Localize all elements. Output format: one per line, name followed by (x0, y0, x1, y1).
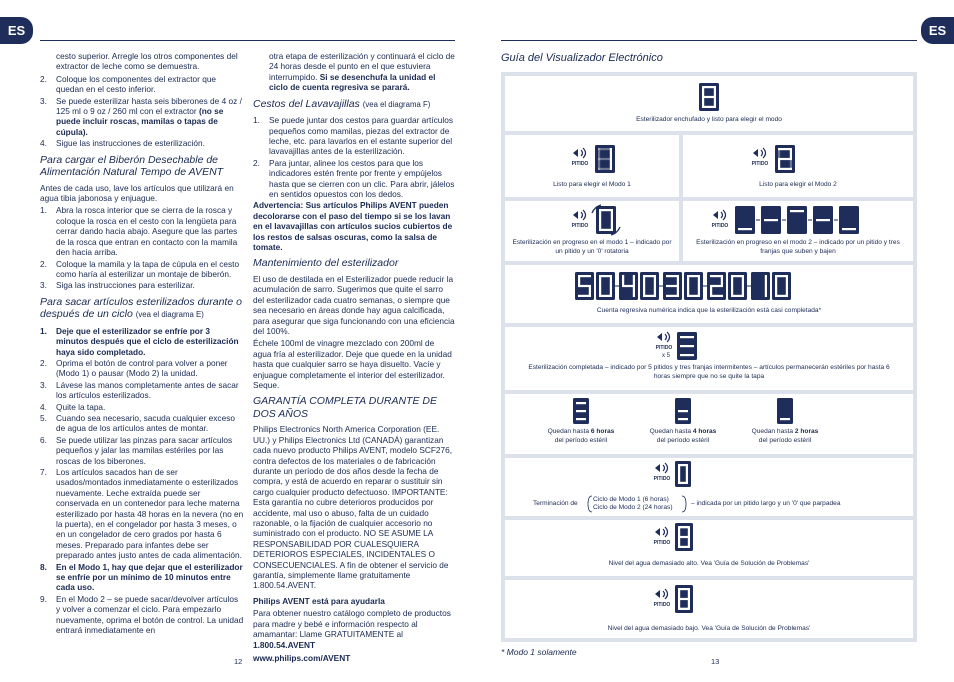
caption-ready2: Listo para elegir el Modo 2 (759, 181, 837, 188)
caption-progress2: Esterilización en progreso en el modo 2 – indicado por un pitido y tres franjas que suben y bajen (696, 239, 900, 255)
intro-list (40, 74, 244, 149)
rotating-zero-icon (591, 205, 621, 235)
beep-icon (571, 209, 589, 221)
language-badge-right: ES (921, 17, 954, 44)
beep-icon (653, 588, 671, 600)
website-link[interactable]: www.philips.com/AVENT (253, 652, 351, 663)
column-2 (253, 51, 455, 665)
caption-water-high: Nivel del agua demasiado alto. Vea 'Guía de Solución de Problemas' (608, 560, 810, 567)
end-label: Terminación de (533, 500, 578, 507)
guide-title: Guía del Visualizador Electrónico (501, 52, 663, 64)
list-item: 2. Coloque la mamila y la tapa de cúpula en el cesto como haría al esterilizar un montaje de biberón. (40, 258, 240, 279)
beep-label: PITIDO (571, 223, 589, 229)
row-progress-mode1 (505, 201, 679, 261)
page-number-right: 13 (711, 657, 720, 666)
row-countdown (505, 265, 913, 323)
caption-ready1: Listo para elegir el Modo 1 (553, 181, 631, 188)
list-item: 2. Oprima el botón de control para volver a poner (Modo 1) o pausar (Modo 2) la unidad. (40, 357, 228, 379)
caption-complete: Esterilización completada – indicado por 5 pitidos y tres franjas intermitentes – artículos permanecerán estériles por hasta 6 horas siempre que no se quite la tapa (528, 364, 890, 380)
dishwasher-warning: Advertencia: Sus artículos Philips AVENT pueden decolorarse con el paso del tiempo si se los lavan en el lavavajillas con artículos sucios cubiertos de los restos de salsas oscuras, como la salsa de tomate. (253, 200, 453, 252)
caption-2-hours: Quedan hasta 2 horas del período estéril (751, 428, 819, 444)
list-item: 4. Sigue las instrucciones de esterilización. (40, 138, 205, 149)
heading-warranty: GARANTÍA COMPLETA DURANTE DE DOS AÑOS (253, 395, 437, 420)
two-stripes-icon (675, 398, 691, 424)
display-guide-panel (501, 72, 917, 642)
beep-icon (751, 147, 769, 159)
beep-label: PITIDO (655, 345, 673, 351)
heading-maintenance: Mantenimiento del esterilizador (253, 257, 399, 270)
list-item: 5. Cuando sea necesario, sacuda cualquier exceso de agua de los artículos antes de montar. (40, 412, 235, 434)
beep-label: PITIDO (711, 223, 729, 229)
continued-text: otra etapa de esterilización y continuará el ciclo de 24 horas desde el punto en el que estuviera interrumpido. Si se desenchufa la unidad el ciclo de cuenta regresiva se parará. (269, 51, 455, 93)
row-ready-mode1 (505, 135, 679, 197)
remove-list (40, 326, 244, 636)
one-stripe-icon (777, 398, 793, 424)
beep-icon (711, 209, 729, 221)
caption-progress1: Esterilización en progreso en el modo 1 – indicado por un pitido y un '0' rotatoria (512, 239, 672, 255)
page-number-left: 12 (234, 657, 243, 666)
list-item: 3. Lávese las manos completamente antes de sacar los artículos esterilizados. (40, 379, 239, 401)
countdown-digits-icon (575, 271, 795, 301)
three-stripes-icon (677, 332, 697, 360)
caption-plugged: Esterilizador enchufado y listo para elegir el modo (636, 116, 782, 123)
row-end-of-cycle (505, 458, 913, 516)
footnote: * Modo 1 solamente (501, 647, 577, 657)
language-badge-left: ES (0, 17, 33, 44)
heading-disposable: Para cargar el Biberón Desechable de Alimentación Natural Tempo de AVENT (40, 153, 224, 179)
display-zero-icon (675, 461, 691, 487)
row-water-high (505, 520, 913, 576)
beep-icon (571, 147, 589, 159)
water-low-display-icon (675, 585, 693, 613)
list-item: 1. Deje que el esterilizador se enfríe por 3 minutos después que el ciclo de esterilización haya sido completado. (40, 325, 239, 357)
row-ready-mode2 (683, 135, 913, 197)
display-mode1-icon (595, 145, 615, 173)
bracket-icon (681, 495, 687, 513)
list-item: 9. En el Modo 2 – se puede sacar/devolver artículos y volver a comenzar el ciclo. Para empezarlo nuevamente, oprima el botón de control. La unidad entrará inmediatamente en (40, 593, 244, 636)
end-description: – indicada por un pitido largo y un '0' que parpadea (691, 500, 841, 507)
heading-dishwasher: Cestos del Lavavajillas (vea el diagrama F) (253, 97, 431, 110)
heading-remove: Para sacar artículos esterilizados durante o después de un ciclo (vea el diagrama E) (40, 295, 242, 321)
beep-label: PITIDO (571, 161, 589, 167)
end-mode1: Ciclo de Modo 1 (6 horas) (593, 496, 669, 503)
caption-water-low: Nivel del agua demasiado bajo. Vea 'Guía de Solución de Problemas' (607, 625, 811, 632)
display-mode2-icon (775, 145, 795, 173)
beep-label: PITIDO (653, 476, 671, 482)
beep-count: x 5 (661, 353, 670, 359)
caption-4-hours: Quedan hasta 4 horas del período estéril (649, 428, 717, 444)
disposable-intro: Antes de cada uso, lave los artículos que utilizará en agua tibia jabonosa y enjuague. (40, 182, 234, 204)
end-mode2: Ciclo de Modo 2 (24 horas) (593, 504, 673, 511)
beep-label: PITIDO (751, 161, 769, 167)
disposable-list (40, 205, 244, 290)
row-progress-mode2 (683, 201, 913, 261)
caption-6-hours: Quedan hasta 6 horas del período estéril (547, 428, 615, 444)
help-paragraph: Para obtener nuestro catálogo completo de productos para madre y bebé e información respecto al amamantar: Llame GRATUITAMENTE al 1.800.54.AVENT (253, 608, 451, 650)
header-rule-left (40, 40, 455, 41)
list-item: 3. Se puede esterilizar hasta seis biberones de 4 oz / 125 ml o 9 oz / 260 ml con el extractor (no se puede incluir roscas, mamilas o tapas de cúpula). (40, 95, 242, 137)
header-rule-right (501, 40, 917, 41)
warranty-paragraph: Philips Electronics North America Corporation (EE. UU.) y Philips Electronics Ltd (CANADÁ) garantizan cada nuevo producto Philips AVENT, modelo SCF276, contra defectos de los materiales o de fabricación durante un período de dos años desde la fecha de compra, y está de acuerdo en reparar o sustituir sin cargo cualquier producto defectuoso. IMPORTANTE: Esta garantía no cubre deterioros producidos por accidente, mal uso o abuso, falta de un cuidado razonable, o la fijación de cualquier accesorio no suministrado con el producto. NO SE ASUME LA RESPONSABILIDAD POR CUALESQUIERA DETERIOROS ESPECIALES, INCIDENTALES O CONSECUENCIALES. A fin de obtener el servicio de garantía, simplemente llame gratuitamente 1.800.54.AVENT. (253, 424, 453, 591)
list-item: 6. Se puede utilizar las pinzas para sacar artículos pequeños y jalar las mamilas estériles por las roscas de los biberones. (40, 434, 233, 466)
column-1 (40, 51, 244, 637)
list-item: 1. Abra la rosca interior que se cierra de la rosca y coloque la rosca en el cesto con la lengüeta para cerrar dando hacia abajo. Asegure que las partes de la rosca que entran en contacto con la mamila den hacia arriba. (40, 205, 238, 258)
row-hours-left (505, 394, 913, 454)
maintenance-paragraph-1: El uso de destilada en el Esterilizador puede reducir la acumulación de sarro. Sugerimos que quite el sarro del esterilizador cada cuatro semanas, o siempre que sea necesario en áreas donde hay agua calcificada, para asegurar que siga funcionando con una eficiencia del 100%. (253, 273, 455, 336)
water-high-display-icon (675, 523, 693, 551)
display-dashed-8-icon (699, 83, 719, 111)
maintenance-paragraph-2: Échele 100ml de vinagre mezclado con 200ml de agua fría al esterilizador. Deje que quede en la unidad hasta que cualquier sarro se haya disuelto. Vacíe y enjuague completamente el interior del esterilizador. Seque. (253, 338, 452, 390)
list-item: 4. Quite la tapa. (40, 401, 106, 412)
list-item: 7. Los artículos sacados han de ser usados/montados inmediatamente o esterilizados nuevamente. Leche extraída puede ser conservada en un contenedor para leche materna esterilizado por hasta 48 horas en la nevera (no en la puerta), en el congelador por hasta 3 meses, o en un congelador de cero grados por hasta 6 meses. Preparado para infantes debe ser preparado antes justo antes de cada alimentación. (40, 467, 244, 561)
beep-label: PITIDO (653, 602, 671, 608)
row-complete (505, 327, 913, 390)
list-item: 2. Para juntar, alinee los cestos para que los indicadores estén frente por frente y empújelos hasta que se cierren con un clic. Para abrir, jálelos en sentidos opuestos con los dedos. (253, 157, 455, 199)
three-stripes-icon (573, 398, 589, 424)
dishwasher-list (253, 115, 455, 199)
row-water-low (505, 580, 913, 638)
list-item: 1. Se puede juntar dos cestos para guardar artículos pequeños como mamilas, piezas del extractor de leche, etc. para lavarlos en el estante superior del lavavajillas antes de la esterilización. (253, 115, 454, 157)
beep-icon (653, 462, 671, 474)
beep-icon (653, 526, 671, 538)
beep-label: PITIDO (653, 540, 671, 546)
row-plugged (505, 76, 913, 131)
help-title: Philips AVENT está para ayudarla (253, 595, 385, 606)
list-item: 3. Siga las instrucciones para esterilizar. (40, 280, 195, 291)
intro-text: cesto superior. Arregle los otros componentes del extractor de leche como se demuestra. (56, 51, 238, 72)
list-item: 8. En el Modo 1, hay que dejar que el esterilizador se enfríe por un mínimo de 10 minutos entre cada uso. (40, 561, 243, 593)
bracket-icon (587, 495, 593, 513)
stripes-sequence-icon (735, 205, 865, 235)
list-item: 2. Coloque los componentes del extractor que quedan en el cesto inferior. (40, 73, 217, 95)
caption-countdown: Cuenta regresiva numérica indica que la esterilización está casi completada* (596, 307, 822, 314)
beep-icon (655, 331, 673, 343)
